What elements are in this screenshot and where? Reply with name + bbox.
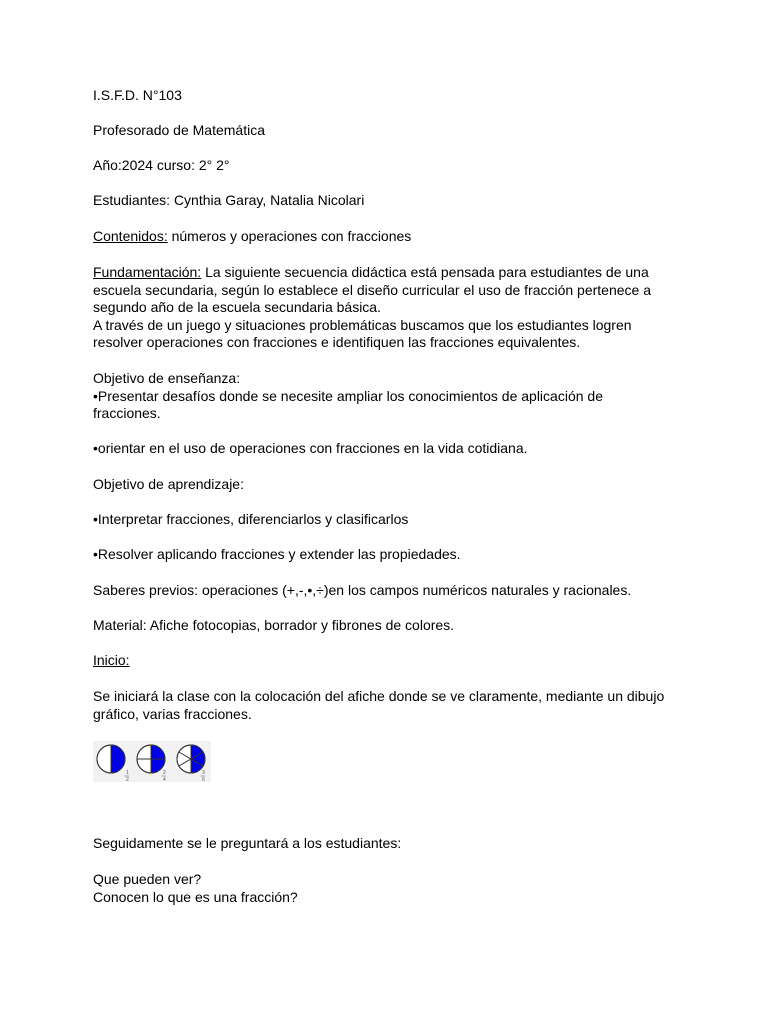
fraction-circles-image: [93, 741, 211, 782]
contenidos-line: [93, 228, 411, 246]
fraction-label-den-1: 2: [126, 777, 129, 782]
fundamentacion-label: Fundamentación:: [93, 264, 202, 280]
material: Material: Afiche fotocopias, borrador y fibrones de colores.: [93, 617, 455, 633]
objetivo-ensenanza-title: Objetivo de enseñanza:: [93, 370, 241, 386]
saberes-previos: Saberes previos: operaciones (+,-,•,÷)en los campos numéricos naturales y racionales.: [93, 582, 632, 598]
inicio-label: Inicio:: [93, 652, 130, 668]
fundamentacion-line-4: A través de un juego y situaciones problemáticas buscamos que los estudiantes logren: [93, 316, 632, 333]
fraction-circle-half: [97, 745, 129, 782]
fundamentacion-text-1: La siguiente secuencia didáctica está pensada para estudiantes de una: [201, 264, 649, 280]
objetivo-aprendizaje-item-2: •Resolver aplicando fracciones y extender las propiedades.: [93, 546, 461, 562]
fraction-label-den-3: 6: [202, 777, 205, 782]
fundamentacion-line-2: escuela secundaria, según lo establece el diseño curricular el uso de fracción pertenece a: [93, 281, 652, 298]
year-course: Año:2024 curso: 2° 2°: [93, 157, 230, 173]
fundamentacion-line-3: segundo año de la escuela secundaria básica.: [93, 299, 381, 316]
fraction-label-den-2: 4: [163, 777, 166, 782]
inicio-title: [93, 652, 130, 670]
objetivo-ensenanza-item-1: •Presentar desafíos donde se necesite ampliar los conocimientos de aplicación de: [93, 387, 603, 404]
program-title: Profesorado de Matemática: [93, 122, 265, 138]
pregunta-2: Conocen lo que es una fracción?: [93, 888, 298, 905]
contenidos-label: Contenidos:: [93, 228, 168, 244]
preguntas-intro: Seguidamente se le preguntará a los estudiantes:: [93, 835, 402, 851]
fraction-circle-sixths: [177, 745, 205, 782]
objetivo-ensenanza-item-2: •orientar en el uso de operaciones con fracciones en la vida cotidiana.: [93, 440, 528, 456]
fundamentacion-line-1: [93, 264, 649, 282]
institution-title: I.S.F.D. N°103: [93, 87, 182, 103]
fraction-circles-svg: [93, 741, 211, 782]
fraction-circle-quarters: [137, 745, 166, 782]
fraction-label-num-2: 2: [163, 770, 166, 776]
fraction-label-num-1: 1: [126, 770, 129, 776]
contenidos-text: números y operaciones con fracciones: [167, 228, 412, 244]
inicio-line-2: gráfico, varias fracciones.: [93, 705, 252, 722]
objetivo-aprendizaje-item-1: •Interpretar fracciones, diferenciarlos y clasificarlos: [93, 511, 409, 527]
objetivo-aprendizaje-title: Objetivo de aprendizaje:: [93, 476, 244, 492]
objetivo-ensenanza-item-1-cont: fracciones.: [93, 405, 161, 422]
inicio-line-1: Se iniciará la clase con la colocación del afiche donde se ve claramente, mediante un dibujo: [93, 688, 665, 704]
fundamentacion-line-5: resolver operaciones con fracciones e identifiquen las fracciones equivalentes.: [93, 334, 581, 351]
fraction-label-num-3: 3: [202, 770, 205, 776]
pregunta-1: Que pueden ver?: [93, 871, 202, 887]
students: Estudiantes: Cynthia Garay, Natalia Nicolari: [93, 192, 365, 208]
